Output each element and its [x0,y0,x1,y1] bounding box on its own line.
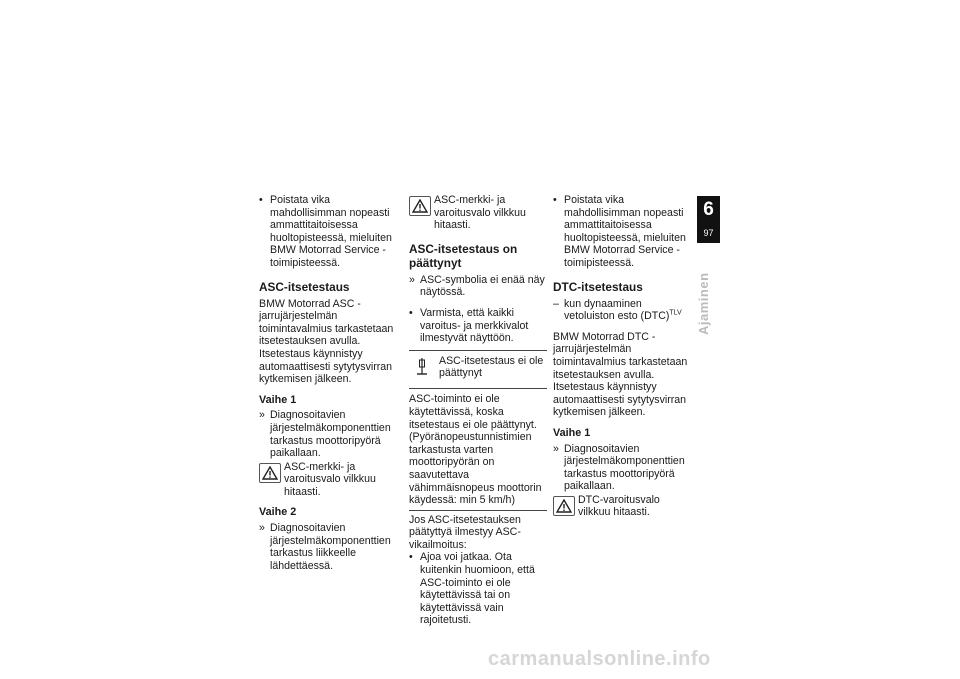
step-heading: Vaihe 1 [259,393,297,406]
section-heading-asc-finished: ASC-itsetestaus on päättynyt [409,241,518,270]
info-box-text: ASC-toiminto ei ole käytettävissä, koska itsetestaus ei ole päättynyt. (Pyöränopeustunnistimien tarkastusta varten moottoripyörän on saavutettava vähimmäisnopeus moottorin käydessä: min 5 km/h) [409,393,542,507]
warning-triangle-icon [409,196,431,216]
info-box [409,350,547,511]
column-right [553,194,691,522]
watermark: carmanualsonline.info [488,648,711,670]
warning-note [259,461,397,499]
warning-text: DTC-varoitusvalo vilkkuu hitaasti. [578,493,660,519]
list-item: » Diagnosoitavien järjestelmäkomponenttien tarkastus moottoripyörä paikallaan. [553,443,691,493]
dtc-condition-text: kun dynaaminen vetoluiston esto (DTC) [564,297,670,323]
list-item [553,298,691,323]
column-left [259,194,397,572]
paragraph: BMW Motorrad ASC -jarrujärjestelmän toimintavalmius tarkastetaan itsetestauksen avulla. Itsetestaus käynnistyy automaattisesti sytytysvirran kytkemisen jälkeen. [259,297,394,386]
step-heading: Vaihe 1 [553,426,591,439]
warning-note [553,494,691,519]
list-item: • Ajoa voi jatkaa. Ota kuitenkin huomioon, että ASC-toiminto ei ole käytettävissä tai on käytettävissä vain rajoitetusti. [409,551,547,627]
warning-triangle-icon [553,496,575,516]
paragraph: Jos ASC-itsetestauksen päätyttyä ilmestyy ASC-vikailmoitus: [409,513,521,551]
list-item: • Varmista, että kaikki varoitus- ja merkkivalot ilmestyvät näyttöön. [409,307,547,345]
column-middle [409,194,547,627]
tlv-superscript: TLV [669,309,682,317]
list-item: • Poistata vika mahdollisimman nopeasti ammattitaitoisessa huoltopisteessä, mieluiten BMW Motorrad Service -toimipisteessä. [553,194,691,270]
warning-triangle-icon [259,463,281,483]
warning-text: ASC-merkki- ja varoitusvalo vilkkuu hitaasti. [434,194,526,232]
info-box-title: ASC-itsetestaus ei ole päättynyt [439,354,544,380]
warning-text: ASC-merkki- ja varoitusvalo vilkkuu hitaasti. [284,460,376,498]
warning-note [409,194,547,232]
step-heading: Vaihe 2 [259,506,297,519]
section-heading-asc-selftest: ASC-itsetestaus [259,279,350,294]
list-item: » Diagnosoitavien järjestelmäkomponenttien tarkastus moottoripyörä paikallaan. [259,409,397,459]
chapter-number: 6 [703,199,714,220]
info-sign-icon [415,357,431,383]
list-item: » Diagnosoitavien järjestelmäkomponenttien tarkastus liikkeelle lähdettäessä. [259,522,397,572]
chapter-tab [697,196,720,243]
list-item: » ASC-symbolia ei enää näy näytössä. [409,274,547,299]
chapter-title: Ajaminen [696,272,711,335]
list-item: • Poistata vika mahdollisimman nopeasti ammattitaitoisessa huoltopisteessä, mieluiten BMW Motorrad Service -toimipisteessä. [259,194,397,270]
page-number: 97 [703,228,714,238]
section-heading-dtc-selftest: DTC-itsetestaus [553,279,643,294]
paragraph: BMW Motorrad DTC -jarrujärjestelmän toimintavalmius tarkastetaan itsetestauksen avulla. Itsetestaus käynnistyy automaattisesti sytytysvirran kytkemisen jälkeen. [553,330,688,419]
